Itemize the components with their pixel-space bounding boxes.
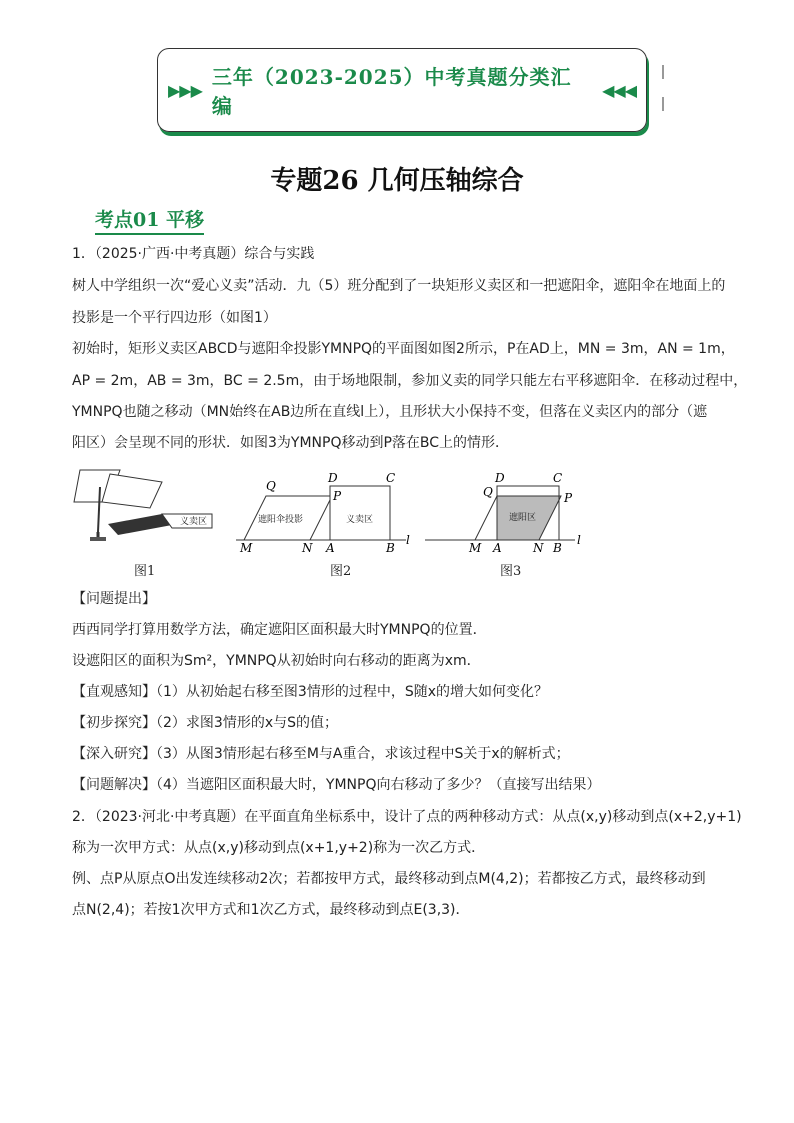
text-line: 【深入研究】（3）从图3情形起右移至M与A重合，求该过程中S关于x的解析式； <box>72 746 570 762</box>
text-line: 2．（2023·河北·中考真题）在平面直角坐标系中，设计了点的两种移动方式：从点(x,y)移动到点(x+2,y+1) <box>72 809 742 825</box>
point-label: N <box>302 541 313 555</box>
point-label: C <box>386 471 396 485</box>
point-label: A <box>493 541 502 555</box>
text-line: 点N(2,4)；若按1次甲方式和1次乙方式，最终移动到点E(3,3)． <box>72 902 470 918</box>
section-heading: 考点01 平移 <box>95 205 204 235</box>
text-line: 1．（2025·广西·中考真题）综合与实践 <box>72 246 315 262</box>
figure-1 <box>72 462 217 562</box>
text-line: 【问题解决】（4）当遮阳区面积最大时，YMNPQ向右移动了多少？（直接写出结果） <box>72 777 601 793</box>
point-label: Q <box>483 485 493 499</box>
arrows-right-icon: ◀◀◀ <box>602 80 636 100</box>
page-title: 专题26 几何压轴综合 <box>270 166 524 196</box>
text-line: 例、点P从原点O出发连续移动2次；若都按甲方式，最终移动到点M(4,2)；若都按乙方式，最终移动到 <box>72 871 706 887</box>
arrows-left-icon: ▶▶▶ <box>168 80 202 100</box>
fig2-shade-label: 遮阳伞投影 <box>258 515 304 525</box>
point-label: A <box>326 541 335 555</box>
text-line: 初始时，矩形义卖区ABCD与遮阳伞投影YMNPQ的平面图如图2所示，P在AD上，MN = 3m，AN = 1m， <box>72 341 735 357</box>
figure-3 <box>425 470 590 555</box>
text-line: AP = 2m，AB = 3m，BC = 2.5m，由于场地限制，参加义卖的同学只能左右平移遮阳伞．在移动过程中， <box>72 373 748 389</box>
text-line: 阳区）会呈现不同的形状．如图3为YMNPQ移动到P落在BC上的情形． <box>72 435 510 451</box>
point-label: D <box>495 471 505 485</box>
text-line: 【初步探究】（2）求图3情形的x与S的值； <box>72 715 338 731</box>
point-label: P <box>564 491 573 505</box>
fig1-label: 义卖区 <box>180 517 208 527</box>
text-line: 称为一次甲方式：从点(x,y)移动到点(x+1,y+2)称为一次乙方式． <box>72 840 486 856</box>
text-line: 树人中学组织一次“爱心义卖”活动．九（5）班分配到了一块矩形义卖区和一把遮阳伞，遮阳伞在地面上的 <box>72 278 726 294</box>
fig3-caption: 图3 <box>500 564 522 579</box>
banner-text: 三年（2023-2025）中考真题分类汇编 <box>211 65 572 118</box>
fig2-caption: 图2 <box>330 564 352 579</box>
point-label: P <box>333 489 342 503</box>
point-label: B <box>386 541 395 555</box>
text-line: 【直观感知】（1）从初始起右移至图3情形的过程中，S随x的增大如何变化？ <box>72 684 548 700</box>
fig3-shade-label: 遮阳区 <box>509 513 537 523</box>
point-label: l <box>577 533 581 547</box>
text-line: 西西同学打算用数学方法，确定遮阳区面积最大时YMNPQ的位置． <box>72 622 487 638</box>
series-banner <box>157 48 647 132</box>
text-line: 【问题提出】 <box>72 591 156 607</box>
point-label: l <box>406 533 410 547</box>
point-label: M <box>469 541 482 555</box>
fig2-rect-label: 义卖区 <box>346 515 374 525</box>
point-label: D <box>328 471 338 485</box>
point-label: M <box>240 541 253 555</box>
text-line: YMNPQ也随之移动（MN始终在AB边所在直线l上），且形状大小保持不变，但落在义卖区内的部分（遮 <box>72 404 708 420</box>
point-label: Q <box>266 479 276 493</box>
edge-mark <box>662 97 664 111</box>
edge-mark <box>662 65 664 79</box>
text-line: 投影是一个平行四边形（如图1） <box>72 310 277 326</box>
fig1-caption: 图1 <box>134 564 156 579</box>
point-label: B <box>553 541 562 555</box>
point-label: C <box>553 471 563 485</box>
point-label: N <box>533 541 544 555</box>
figure-2 <box>236 470 416 555</box>
text-line: 设遮阳区的面积为Sm²，YMNPQ从初始时向右移动的距离为xm． <box>72 653 481 669</box>
